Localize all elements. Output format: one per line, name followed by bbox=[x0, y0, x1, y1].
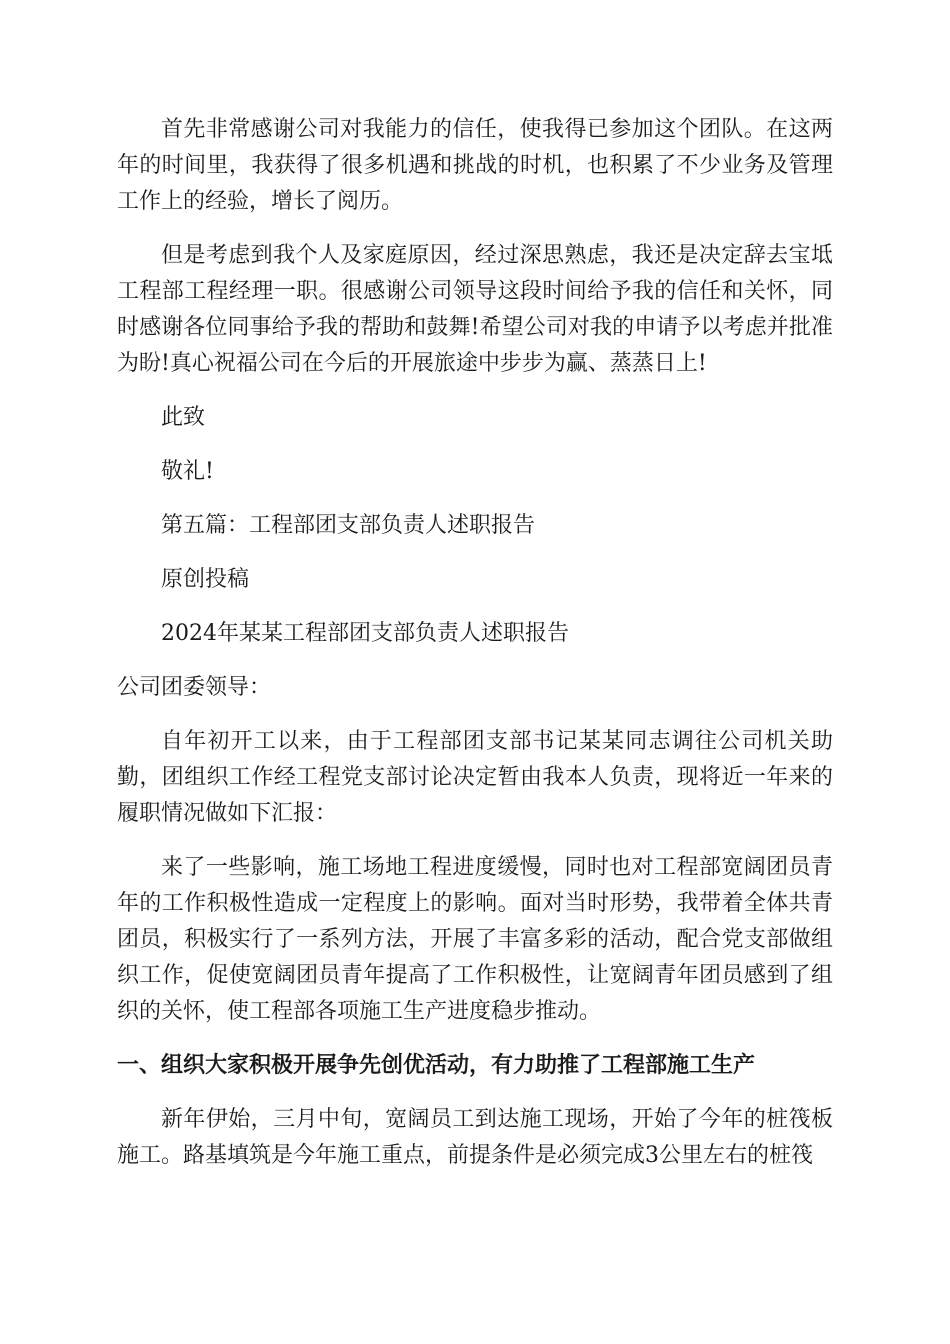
paragraph-intro: 自年初开工以来，由于工程部团支部书记某某同志调往公司机关助勤，团组织工作经工程党支部讨论决定暂由我本人负责，现将近一年来的履职情况做如下汇报： bbox=[117, 729, 833, 826]
section-title: 第五篇：工程部团支部负责人述职报告 bbox=[161, 513, 536, 538]
closing-greeting: 此致 bbox=[161, 405, 206, 430]
document-page bbox=[117, 112, 833, 1174]
report-title: 2024年某某工程部团支部负责人述职报告 bbox=[161, 621, 569, 646]
paragraph-gratitude: 首先非常感谢公司对我能力的信任，使我得已参加这个团队。在这两年的时间里，我获得了很多机遇和挑战的时机，也积累了不少业务及管理工作上的经验，增长了阅历。 bbox=[117, 117, 833, 214]
original-note: 原创投稿 bbox=[161, 567, 250, 592]
paragraph-construction: 新年伊始，三月中旬，宽阔员工到达施工现场，开始了今年的桩筏板施工。路基填筑是今年施工重点，前提条件是必须完成3公里左右的桩筏 bbox=[117, 1107, 833, 1168]
paragraph-situation: 来了一些影响，施工场地工程进度缓慢，同时也对工程部宽阔团员青年的工作积极性造成一定程度上的影响。面对当时形势，我带着全体共青团员，积极实行了一系列方法，开展了丰富多彩的活动，配合党支部做组织工作，促使宽阔团员青年提高了工作积极性，让宽阔青年团员感到了组织的关怀，使工程部各项施工生产进度稳步推动。 bbox=[117, 855, 833, 1024]
section-heading: 一、组织大家积极开展争先创优活动，有力助推了工程部施工生产 bbox=[117, 1053, 756, 1078]
paragraph-resignation: 但是考虑到我个人及家庭原因，经过深思熟虑，我还是决定辞去宝坻工程部工程经理一职。很感谢公司领导这段时间给予我的信任和关怀，同时感谢各位同事给予我的帮助和鼓舞!希望公司对我的申请予以考虑并批准为盼!真心祝福公司在今后的开展旅途中步步为赢、蒸蒸日上! bbox=[117, 243, 833, 376]
salutation: 公司团委领导： bbox=[117, 675, 272, 700]
closing-salute: 敬礼! bbox=[161, 459, 214, 484]
